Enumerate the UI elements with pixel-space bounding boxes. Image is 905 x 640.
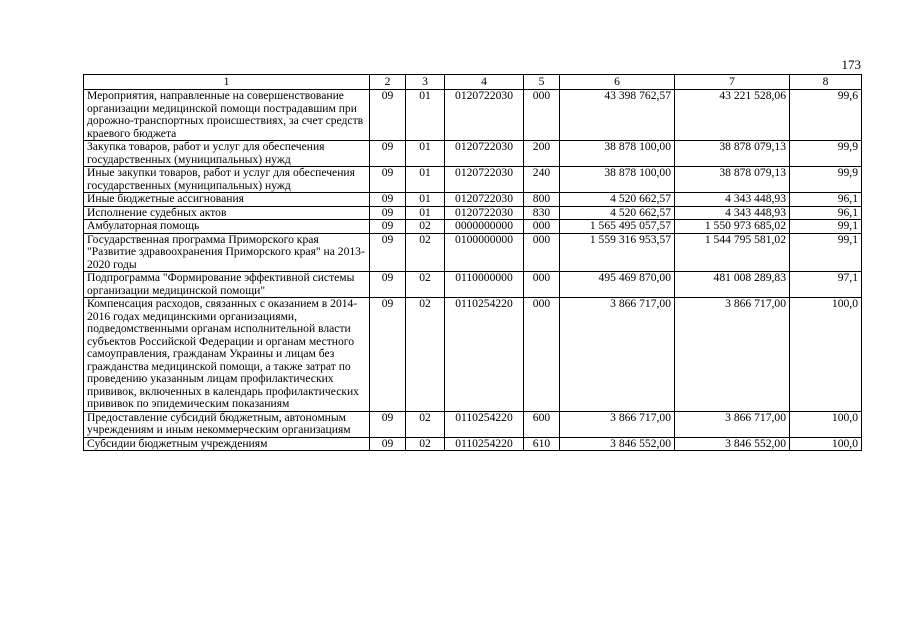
subsection-code: 02 [406, 233, 445, 272]
expense-name: Компенсация расходов, связанных с оказанием в 2014-2016 годах медицинскими организациями, подведомственными органам исполнительной власти субъектов Российской Федерации и органам местного самоуправления, гражданам Украины и лицам без гражданства медицинской помощи, а также затрат по проведению указанным лицам профилактических прививок, включенных в календарь профилактических прививок по эпидемическим показаниям [84, 298, 370, 412]
subsection-code: 01 [406, 141, 445, 167]
column-header: 7 [675, 75, 790, 90]
expense-type-code: 000 [524, 272, 560, 298]
execution-percent: 97,1 [790, 272, 862, 298]
expense-type-code: 000 [524, 220, 560, 234]
planned-amount: 43 398 762,57 [560, 90, 675, 141]
expense-type-code: 610 [524, 437, 560, 451]
expense-name: Исполнение судебных актов [84, 206, 370, 220]
execution-percent: 99,1 [790, 233, 862, 272]
target-article-code: 0110254220 [445, 298, 524, 412]
planned-amount: 1 565 495 057,57 [560, 220, 675, 234]
column-header: 5 [524, 75, 560, 90]
target-article-code: 0120722030 [445, 167, 524, 193]
table-row [84, 167, 862, 193]
expense-type-code: 830 [524, 206, 560, 220]
column-header: 4 [445, 75, 524, 90]
execution-percent: 100,0 [790, 437, 862, 451]
expense-type-code: 800 [524, 193, 560, 207]
table-row [84, 206, 862, 220]
expense-name: Подпрограмма "Формирование эффективной системы организации медицинской помощи" [84, 272, 370, 298]
planned-amount: 38 878 100,00 [560, 167, 675, 193]
section-code: 09 [370, 411, 406, 437]
subsection-code: 01 [406, 90, 445, 141]
target-article-code: 0120722030 [445, 193, 524, 207]
execution-percent: 99,9 [790, 141, 862, 167]
expense-type-code: 000 [524, 233, 560, 272]
subsection-code: 02 [406, 272, 445, 298]
execution-percent: 99,6 [790, 90, 862, 141]
target-article-code: 0000000000 [445, 220, 524, 234]
subsection-code: 01 [406, 206, 445, 220]
planned-amount: 3 846 552,00 [560, 437, 675, 451]
expense-name: Амбулаторная помощь [84, 220, 370, 234]
expense-name: Предоставление субсидий бюджетным, автономным учреждениям и иным некоммерческим организациям [84, 411, 370, 437]
executed-amount: 38 878 079,13 [675, 141, 790, 167]
execution-percent: 96,1 [790, 206, 862, 220]
executed-amount: 3 866 717,00 [675, 411, 790, 437]
execution-percent: 100,0 [790, 411, 862, 437]
planned-amount: 4 520 662,57 [560, 193, 675, 207]
column-header: 2 [370, 75, 406, 90]
table-row [84, 233, 862, 272]
planned-amount: 495 469 870,00 [560, 272, 675, 298]
subsection-code: 02 [406, 437, 445, 451]
expense-name: Иные бюджетные ассигнования [84, 193, 370, 207]
section-code: 09 [370, 298, 406, 412]
expense-type-code: 000 [524, 298, 560, 412]
target-article-code: 0110000000 [445, 272, 524, 298]
target-article-code: 0110254220 [445, 411, 524, 437]
executed-amount: 1 550 973 685,02 [675, 220, 790, 234]
table-row [84, 141, 862, 167]
expense-type-code: 200 [524, 141, 560, 167]
expense-name: Государственная программа Приморского края "Развитие здравоохранения Приморского края" на 2013-2020 годы [84, 233, 370, 272]
expense-name: Субсидии бюджетным учреждениям [84, 437, 370, 451]
expense-type-code: 240 [524, 167, 560, 193]
target-article-code: 0110254220 [445, 437, 524, 451]
table-row [84, 437, 862, 451]
table-row [84, 220, 862, 234]
target-article-code: 0120722030 [445, 206, 524, 220]
section-code: 09 [370, 167, 406, 193]
header-row [84, 75, 862, 90]
executed-amount: 1 544 795 581,02 [675, 233, 790, 272]
section-code: 09 [370, 206, 406, 220]
column-header: 3 [406, 75, 445, 90]
expense-name: Закупка товаров, работ и услуг для обеспечения государственных (муниципальных) нужд [84, 141, 370, 167]
executed-amount: 4 343 448,93 [675, 193, 790, 207]
execution-percent: 100,0 [790, 298, 862, 412]
planned-amount: 4 520 662,57 [560, 206, 675, 220]
planned-amount: 3 866 717,00 [560, 298, 675, 412]
page-number: 173 [841, 57, 861, 72]
execution-percent: 99,1 [790, 220, 862, 234]
column-header: 6 [560, 75, 675, 90]
column-header: 8 [790, 75, 862, 90]
target-article-code: 0120722030 [445, 141, 524, 167]
table-row [84, 90, 862, 141]
expense-name: Иные закупки товаров, работ и услуг для обеспечения государственных (муниципальных) нужд [84, 167, 370, 193]
section-code: 09 [370, 233, 406, 272]
executed-amount: 481 008 289,83 [675, 272, 790, 298]
budget-table [83, 74, 862, 451]
section-code: 09 [370, 193, 406, 207]
executed-amount: 38 878 079,13 [675, 167, 790, 193]
target-article-code: 0120722030 [445, 90, 524, 141]
section-code: 09 [370, 272, 406, 298]
subsection-code: 02 [406, 411, 445, 437]
table-row [84, 411, 862, 437]
section-code: 09 [370, 90, 406, 141]
column-header: 1 [84, 75, 370, 90]
subsection-code: 01 [406, 193, 445, 207]
table-row [84, 272, 862, 298]
table-row [84, 193, 862, 207]
expense-type-code: 600 [524, 411, 560, 437]
expense-type-code: 000 [524, 90, 560, 141]
subsection-code: 02 [406, 220, 445, 234]
planned-amount: 3 866 717,00 [560, 411, 675, 437]
executed-amount: 43 221 528,06 [675, 90, 790, 141]
executed-amount: 3 866 717,00 [675, 298, 790, 412]
table-row [84, 298, 862, 412]
execution-percent: 96,1 [790, 193, 862, 207]
subsection-code: 02 [406, 298, 445, 412]
planned-amount: 1 559 316 953,57 [560, 233, 675, 272]
section-code: 09 [370, 220, 406, 234]
expense-name: Мероприятия, направленные на совершенствование организации медицинской помощи пострадавшим при дорожно-транспортных происшествиях, за счет средств краевого бюджета [84, 90, 370, 141]
planned-amount: 38 878 100,00 [560, 141, 675, 167]
executed-amount: 4 343 448,93 [675, 206, 790, 220]
section-code: 09 [370, 437, 406, 451]
section-code: 09 [370, 141, 406, 167]
executed-amount: 3 846 552,00 [675, 437, 790, 451]
target-article-code: 0100000000 [445, 233, 524, 272]
subsection-code: 01 [406, 167, 445, 193]
execution-percent: 99,9 [790, 167, 862, 193]
